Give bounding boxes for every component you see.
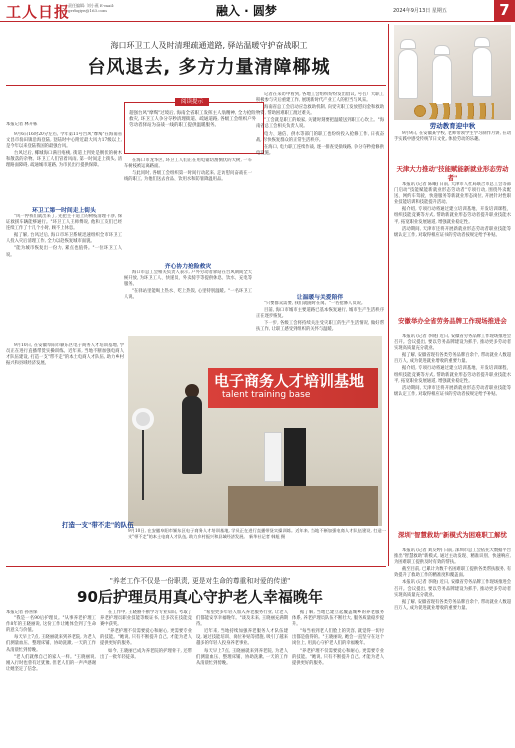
divider <box>6 566 386 567</box>
paragraph: 每天早上7点, 王晓丽就来到养老院, 为老人们测量血压、整理床铺、协助洗漱, 一天的工作从清晨忙到傍晚。 <box>196 648 288 666</box>
paragraph: "在驿站里能喝上热水、吃上热饭, 心里特别温暖。"一名环卫工人说。 <box>124 289 252 301</box>
paragraph: "每当看到老人们脸上的笑容, 就觉得一切付出都是值得的。"王晓丽说, 她会一直坚守在这个岗位上, 用真心守护老人们的幸福晚年。 <box>292 629 384 647</box>
chef-figure <box>398 49 418 99</box>
paragraph: "希望更多年轻人加入养老服务行业, 让老人们都能安享幸福晚年。"谈及未来, 王晓丽充满期待。 <box>196 610 288 628</box>
training-base-photo <box>128 336 382 526</box>
photo-credit: 新华社记者 韩旭 摄 <box>248 533 286 539</box>
paragraph: "只要群众需要, 我们就随时在岗。"一名抢修人员说。 <box>264 301 366 306</box>
paragraph: 据介绍, 专项行动将通过建立培训基地、开发培训课程、组织技能竞赛等方式, 帮助新就业形态劳动者提升职业技能水平, 拓宽职业发展通道, 增强就业稳定性。 <box>394 366 511 384</box>
paragraph: 据了解, 当地已建立起覆盖城乡的养老服务体系, 养老护理员队伍不断壮大, 服务质量稳步提升。 <box>292 610 384 628</box>
table <box>228 486 378 526</box>
paragraph: "我是一名90后护理员。"从事养老护理工作8年的王晓丽说, 这份工作让她体会到了生命的意义与价值。 <box>6 616 96 634</box>
caption-text: 9月10日, 在安徽阜阳市颍东区电子商务人才培训基地, 学员正在进行直播带货实操训练。近年来, 当地不断加强电商人才队伍建设, 打造一支"带不走"的本土电商人才队伍, 助力乡村振兴和县域经济发展。 <box>128 528 386 539</box>
main-headline: 台风退去, 多方力量清障椰城 <box>87 57 331 78</box>
paragraph: 活动期间, 天津市还将开展新就业形态劳动者职业技能等级认定工作, 对取得相应证书的劳动者按规定给予补贴。 <box>394 385 511 397</box>
chef-hat <box>474 37 490 47</box>
reading-tips-text: 超强台风"摩羯"过境后, 海南全省职工发挥主人翁精神, 全力抢险救灾, 环卫工人争分夺秒清理街道、疏通道路, 各级工会组织户外劳动者驿站为奋战一线的职工提供温暖服务。 <box>129 111 257 129</box>
main-col3 <box>256 92 384 282</box>
chef-figure <box>472 47 492 97</box>
paragraph: 据了解, 安徽省现有各类劳务品牌百余个, 带动就业人数超百万人, 成为促进就业增收的重要力量。 <box>394 353 511 365</box>
main-kicker: 海口环卫工人及时清理疏通道路, 驿站温暖守护奋战职工 <box>110 41 308 50</box>
main-col2b <box>124 270 252 332</box>
right-photo-caption <box>394 131 511 155</box>
section-title: 融入 · 圆梦 <box>216 4 277 18</box>
issue-date: 2024年9月13日 星期五 <box>393 8 447 14</box>
right-story2-headline: 安徽举办全省劳务品牌工作现场推进会 <box>398 317 507 325</box>
newspaper-logo: 工人日报 <box>6 3 71 21</box>
training-banner <box>208 368 378 408</box>
page-number: 7 <box>494 0 515 21</box>
paragraph: 本报讯 (记者 李晓) 近日, 安徽省劳务品牌工作现场推进会召开。会议提出, 要以劳务品牌建设为抓手, 推动更多劳动者实现高质量充分就业。 <box>394 334 511 352</box>
paragraph: 截至目前, 已累计为数千名困难职工提供各类帮扶服务, 有效提升了救助工作的精准度和覆盖面。 <box>394 567 511 579</box>
bottom-col3 <box>196 610 288 746</box>
seated-person <box>284 428 306 486</box>
divider <box>6 85 386 86</box>
right-story1-headline: 天津大力推动"技能赋能新就业形态劳动者" <box>396 165 509 182</box>
paragraph: 下一步, 各级工会将持续关注受灾职工的生产生活情况, 做好帮扶工作, 让职工感受到组织的关怀与温暖。 <box>256 321 384 333</box>
main-col1 <box>6 132 122 204</box>
main-subhead-2: 齐心协力抢险救灾 <box>164 264 212 270</box>
main-subhead-1: 环卫工第一时间走上街头 <box>32 208 96 214</box>
banner-chinese-text: 电子商务人才培训基地 <box>214 372 365 390</box>
reading-tips-label: 阅读提示 <box>175 98 209 106</box>
bottom-quote: "养老工作不仅是一份职责, 更是对生命的尊重和对爱的传递" <box>109 577 291 585</box>
column-divider <box>388 24 389 566</box>
photo-side-col <box>6 343 124 518</box>
paragraph: 本报讯 (记者 李晓) 近日, 安徽省劳务品牌工作现场推进会召开。会议提出, 要以劳务品牌建设为抓手, 推动更多劳动者实现高质量充分就业。 <box>394 580 511 598</box>
paragraph: 在海口市龙华区, 环卫工人们正在用电锯切割倒伏的大树, 一车车树枝被运离路面。 <box>124 158 252 170</box>
editor-info: 责任编辑: 刘小燕 E-mail: grrbqiye@163.com <box>68 3 115 13</box>
tripod <box>142 430 144 500</box>
paragraph: "老人们就像自己的家人一样。"王晓丽说, 刚入行时也曾有过犹豫, 但老人们的一声声感谢让她坚定了信念。 <box>6 654 96 672</box>
paragraph: 海南省总工会启动应急救助机制, 向受灾职工发放慰问金和救助物资, 帮助困难职工渡过难关。 <box>256 105 384 117</box>
paragraph: 9月9日, 在安徽某学校, 老师带领学生学习制作月饼, 在动手实践中感受传统节日文化, 体验劳动的乐趣。 <box>394 131 511 143</box>
paragraph: 近年来, 当地持续加强养老服务人才队伍建设, 通过技能培训、岗位补贴等措施, 吸引了越来越多的年轻人投身养老事业。 <box>196 629 288 647</box>
paragraph: 据介绍, 专项行动将通过建立培训基地、开发培训课程、组织技能竞赛等方式, 帮助新就业形态劳动者提升职业技能水平, 拓宽职业发展通道, 增强就业稳定性。 <box>394 207 511 225</box>
paragraph: "工会就是职工的娘家, 关键时刻要把温暖送到职工心坎上。"海南省总工会相关负责人说。 <box>256 118 384 130</box>
main-col1b <box>6 214 122 339</box>
paragraph: 每天早上7点, 王晓丽就来到养老院, 为老人们测量血压、整理床铺、协助洗漱, 一天的工作从清晨忙到傍晚。 <box>6 635 96 653</box>
paragraph: 目前, 海口市城市主要道路已基本恢复通行, 城市生产生活秩序正在逐步恢复。 <box>256 308 384 320</box>
paragraph: 在工作中, 王晓丽不断学习专业知识, 考取了养老护理员职业技能等级证书, 还多次在技能竞赛中获奖。 <box>100 610 192 628</box>
main-col2 <box>124 158 252 258</box>
right-story3-headline: 深圳"智慧救助"新模式为困难职工解忧 <box>398 531 507 539</box>
bottom-col2 <box>100 610 192 746</box>
paragraph: 9月10日, 在安徽阜阳市颍东区电子商务人才培训基地, 学员正在进行直播带货实操训练。近年来, 当地不断加强电商人才队伍建设, 打造一支"带不走"的本土电商人才队伍, 助力乡村振兴和县域经济发展。 <box>6 343 124 367</box>
paragraph: 活动期间, 天津市还将开展新就业形态劳动者职业技能等级认定工作, 对取得相应证书的劳动者按规定给予补贴。 <box>394 226 511 238</box>
chef-figure <box>432 55 452 105</box>
main-byline: 本报记者 林升栋 <box>6 122 38 127</box>
paragraph: 据了解, 安徽省现有各类劳务品牌百余个, 带动就业人数超百万人, 成为促进就业增收的重要力量。 <box>394 599 511 611</box>
ring-light <box>132 408 154 430</box>
right-story2-body <box>394 334 511 524</box>
seated-person <box>264 432 282 482</box>
paragraph: 9月6日16时20分左右, 今年第11号台风"摩羯"在海南省文昌市翁田镇沿海登陆, 登陆时中心附近最大风力17级以上, 是今年以来登陆我国的最强台风。 <box>6 132 122 150</box>
paragraph: 据了解, 台风过后, 海口市环卫系统迅速组织全市环卫工人投入灾后清理工作, 全力以赴恢复城市面貌。 <box>6 233 122 245</box>
bottom-headline: 90后护理员用真心守护老人幸福晚年 <box>77 588 323 606</box>
right-photo-title: 劳动教育迎中秋 <box>429 122 476 130</box>
paragraph: 海口市总工会相关负责人表示, 户外劳动者驿站在台风期间全天候开放, 为环卫工人、快递员、外卖骑手等提供休息、饮水、充电等服务。 <box>124 270 252 288</box>
banner-english-text: talent training base <box>222 390 311 400</box>
photo-caption <box>128 528 386 539</box>
paragraph: "风一停我们就出来了, 先把主干道上的树枝清理干净, 保证救援车辆能够通行。"环卫工人王师傅说, 他和工友们已经连续工作了十几个小时, 顾不上休息。 <box>6 214 122 232</box>
right-story3-body <box>394 548 511 744</box>
paragraph: 电力、通信、供水等部门的职工也纷纷投入抢修工作, 日夜奋战, 尽快恢复群众的正常生活秩序。 <box>256 131 384 143</box>
chef-hat <box>400 39 416 49</box>
standing-person <box>182 396 202 474</box>
paragraph: 如今, 王晓丽已成为养老院的护理骨干, 还带出了一批年轻徒弟。 <box>100 648 192 660</box>
photo-title: 打造一支"带不走"的队伍 <box>62 521 134 529</box>
mooncake-photo <box>394 25 511 120</box>
paragraph: 与此同时, 各级工会组织第一时间行动起来, 走访慰问奋战在一线的职工, 为他们送去食品、饮用水和防暑降温用品。 <box>124 171 252 183</box>
paragraph: 在海口, 电力职工连续作战, 逐一排查受损线路, 争分夺秒抢修供电设施。 <box>256 144 384 156</box>
bottom-byline: 本报记者 孙喜保 <box>6 610 38 615</box>
paragraph: "能为城市恢复出一份力, 累点也值得。"一位环卫工人说。 <box>6 246 122 258</box>
paragraph: 本报讯 (记者 陈曦) 日前, 天津市人社局联合市总工会等部门启动"技能赋能新就业形态劳动者"专项行动, 围绕外卖配送、网约车驾驶、快递服务等新就业形态岗位, 开展针对性职业技能培训和技能提升活动。 <box>394 182 511 206</box>
main-col3b <box>256 301 384 333</box>
masthead <box>0 0 515 22</box>
bottom-col4 <box>292 610 384 746</box>
main-subhead-3: 让温暖与关爱陪伴 <box>296 295 344 301</box>
bottom-col1 <box>6 610 96 746</box>
paragraph: "养老护理不仅需要爱心和耐心, 更需要专业的技能。"她说, 只有不断提升自己, 才能为老人提供更好的服务。 <box>292 648 384 666</box>
reading-tips-box <box>124 99 264 154</box>
paragraph: 记者在采访中看到, 各地工会组织纷纷发出倡议, 号召广大职工积极参与灾后重建工作, 展现新时代产业工人的担当与风采。 <box>256 92 384 104</box>
chef-hat <box>434 45 450 55</box>
paragraph: 本报讯 (记者 刘友婷) 日前, 深圳市总工会依托大数据平台推出"智慧救助"新模式, 通过主动发现、精准识别、快速响应, 为困难职工提供及时有效的帮扶。 <box>394 548 511 566</box>
mooncakes <box>414 103 494 119</box>
paragraph: "养老护理不仅需要爱心和耐心, 更需要专业的技能。"她说, 只有不断提升自己, 才能为老人提供更好的服务。 <box>100 629 192 647</box>
right-story1-body <box>394 182 511 312</box>
paragraph: 台风过后, 椰城海口满目疮痍, 街道上到处是倒伏的树木和散落的杂物。环卫工人们冒着风雨, 第一时间走上街头, 清理路面障碍, 疏通城市道路, 为市民出行提供保障。 <box>6 151 122 169</box>
